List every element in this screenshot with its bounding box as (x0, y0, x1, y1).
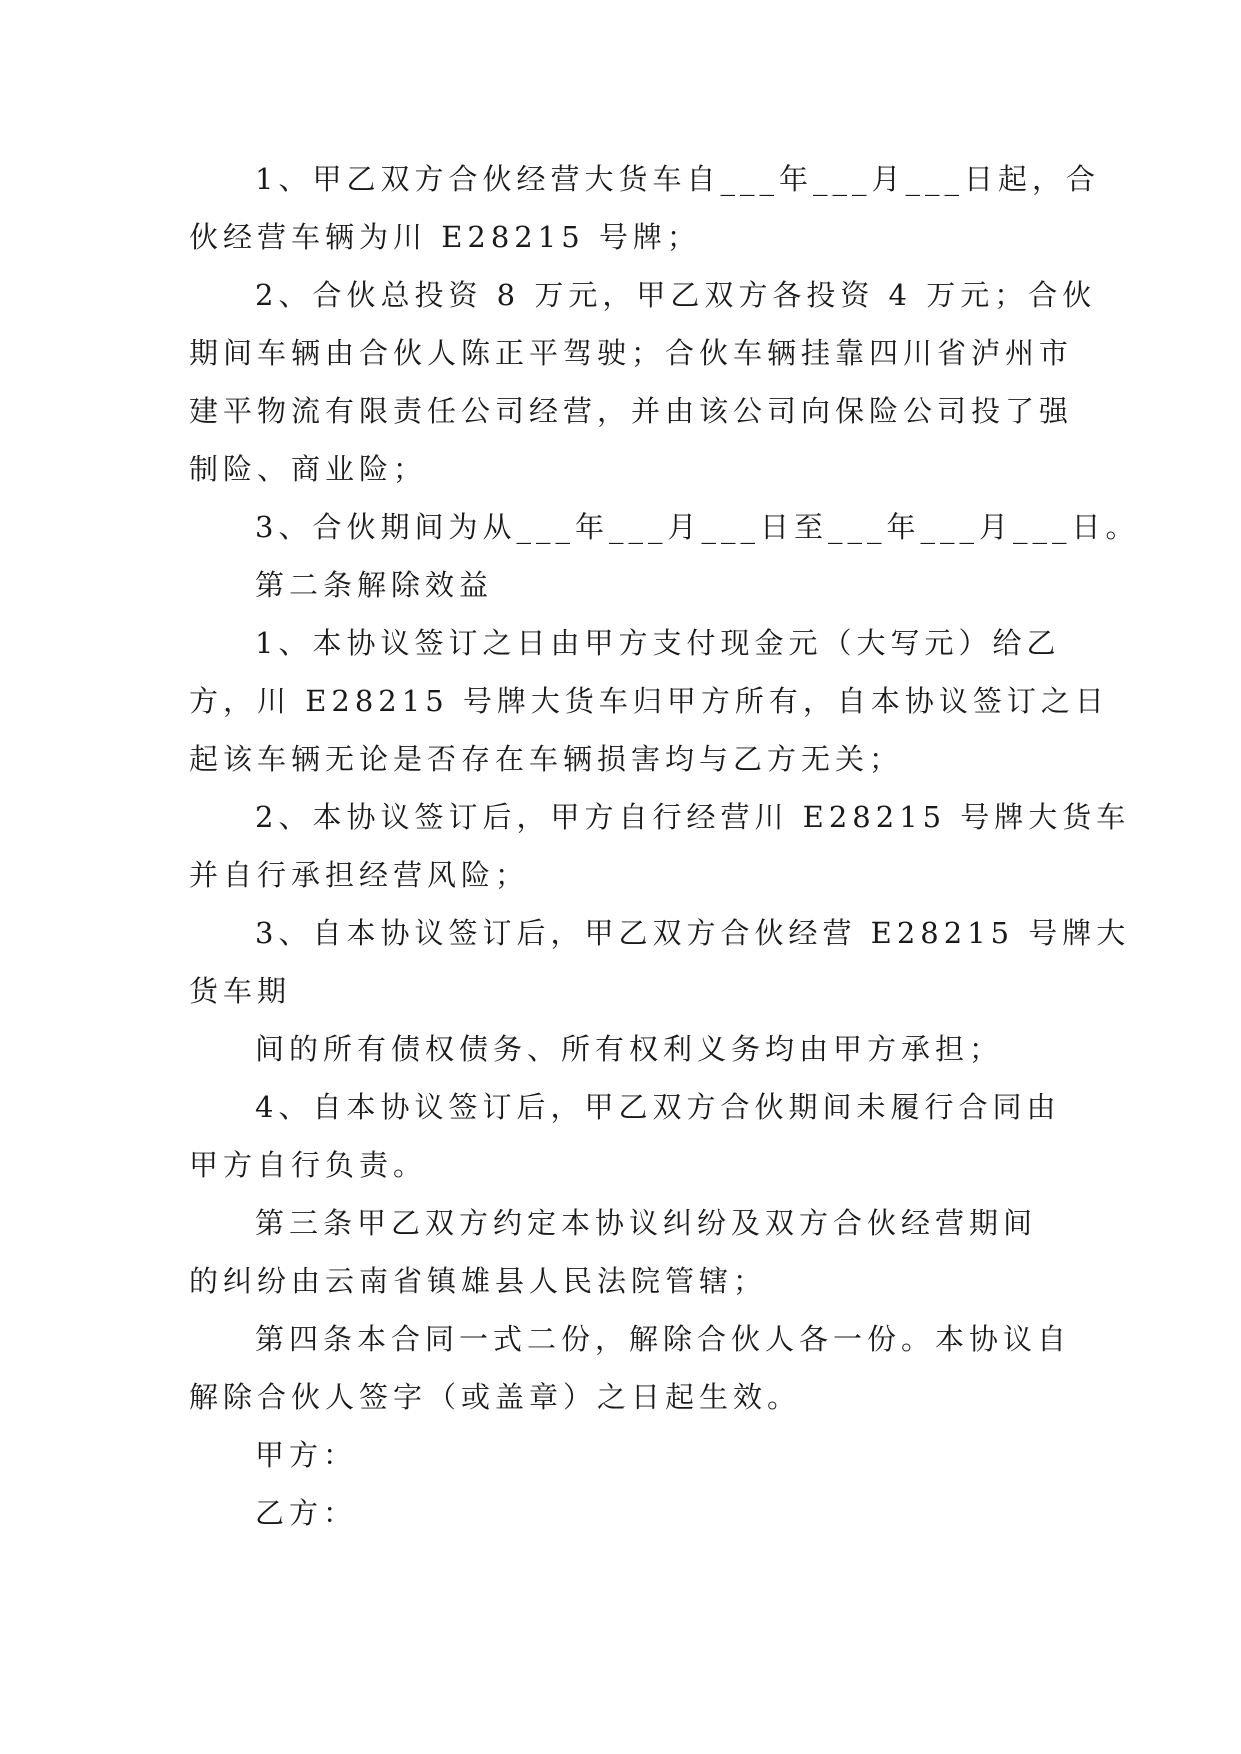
document-line: 起该车辆无论是否存在车辆损害均与乙方无关； (189, 742, 904, 776)
document-line: 乙方： (255, 1496, 358, 1530)
document-line: 方，川 E28215 号牌大货车归甲方所有，自本协议签订之日 (189, 684, 1109, 718)
document-line: 3、自本协议签订后，甲乙双方合伙经营 E28215 号牌大 (255, 916, 1131, 950)
document-line: 并自行承担经营风险； (189, 858, 530, 892)
document-line: 3、合伙期间为从___年___月___日至___年___月___日。 (255, 510, 1140, 544)
document-line: 货车期 (189, 974, 292, 1008)
document-line: 2、合伙总投资 8 万元，甲乙双方各投资 4 万元；合伙 (255, 278, 1097, 312)
document-line: 甲方： (255, 1438, 358, 1472)
document-line: 第四条本合同一式二份，解除合伙人各一份。本协议自 (255, 1322, 1072, 1356)
document-line: 第三条甲乙双方约定本协议纠纷及双方合伙经营期间 (255, 1206, 1038, 1240)
document-line: 间的所有债权债务、所有权利义务均由甲方承担； (255, 1032, 1004, 1066)
document-line: 制险、商业险； (189, 452, 428, 486)
document-line: 1、甲乙双方合伙经营大货车自___年___月___日起，合 (255, 162, 1100, 196)
document-line: 第二条解除效益 (255, 568, 494, 602)
document-line: 2、本协议签订后，甲方自行经营川 E28215 号牌大货车 (255, 800, 1131, 834)
document-line: 甲方自行负责。 (189, 1148, 428, 1182)
document-line: 解除合伙人签字（或盖章）之日起生效。 (189, 1380, 802, 1414)
document-line: 伙经营车辆为川 E28215 号牌； (189, 220, 701, 254)
document-line: 4、自本协议签订后，甲乙双方合伙期间未履行合同由 (255, 1090, 1061, 1124)
document-line: 1、本协议签订之日由甲方支付现金元（大写元）给乙 (255, 626, 1061, 660)
document-line: 期间车辆由合伙人陈正平驾驶；合伙车辆挂靠四川省泸州市 (189, 336, 1074, 370)
document-body (189, 160, 1140, 1552)
document-line: 的纠纷由云南省镇雄县人民法院管辖； (189, 1264, 768, 1298)
document-line: 建平物流有限责任公司经营，并由该公司向保险公司投了强 (189, 394, 1074, 428)
